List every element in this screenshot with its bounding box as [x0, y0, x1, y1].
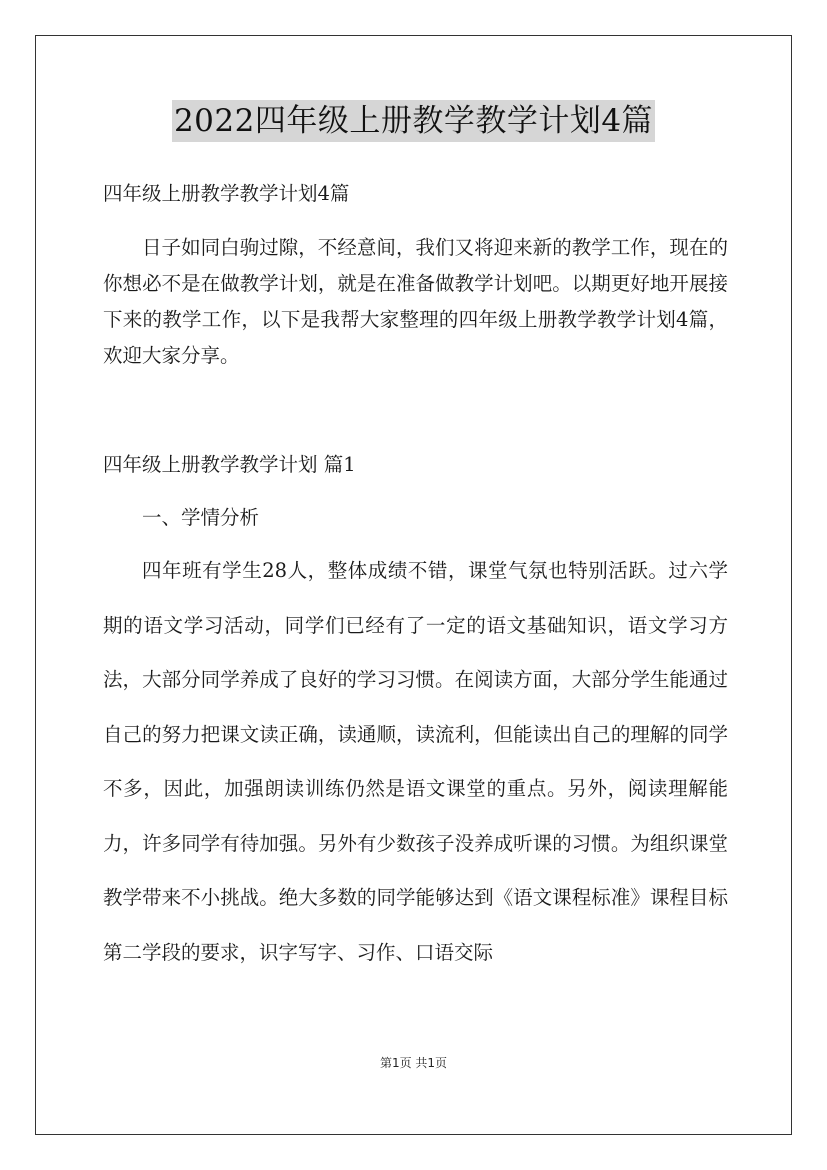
document-body	[103, 176, 728, 980]
document-subtitle: 四年级上册教学教学计划4篇	[103, 182, 350, 205]
section-spacer	[103, 391, 728, 447]
document-title: 2022四年级上册教学教学计划4篇	[172, 100, 655, 142]
title-container	[0, 100, 827, 142]
page-footer: 第1页 共1页	[379, 1056, 448, 1070]
intro-paragraph: 日子如同白驹过隙，不经意间，我们又将迎来新的教学工作，现在的你想必不是在做教学计划，就是在准备做教学计划吧。以期更好地开展接下来的教学工作，以下是我帮大家整理的四年级上册教学教学计划4篇，欢迎大家分享。	[103, 236, 728, 367]
section-title: 四年级上册教学教学计划 篇1	[103, 453, 356, 476]
body-paragraph: 四年班有学生28人，整体成绩不错，课堂气氛也特别活跃。过六学期的语文学习活动，同学们已经有了一定的语文基础知识，语文学习方法，大部分同学养成了良好的学习习惯。在阅读方面，大部分学生能通过自己的努力把课文读正确，读通顺，读流利，但能读出自己的理解的同学不多，因此，加强朗读训练仍然是语文课堂的重点。另外，阅读理解能力，许多同学有待加强。另外有少数孩子没养成听课的习惯。为组织课堂教学带来不小挑战。绝大多数的同学能够达到《语文课程标准》课程目标第二学段的要求，识字写字、习作、口语交际	[103, 559, 728, 964]
section-heading: 一、学情分析	[142, 506, 260, 529]
